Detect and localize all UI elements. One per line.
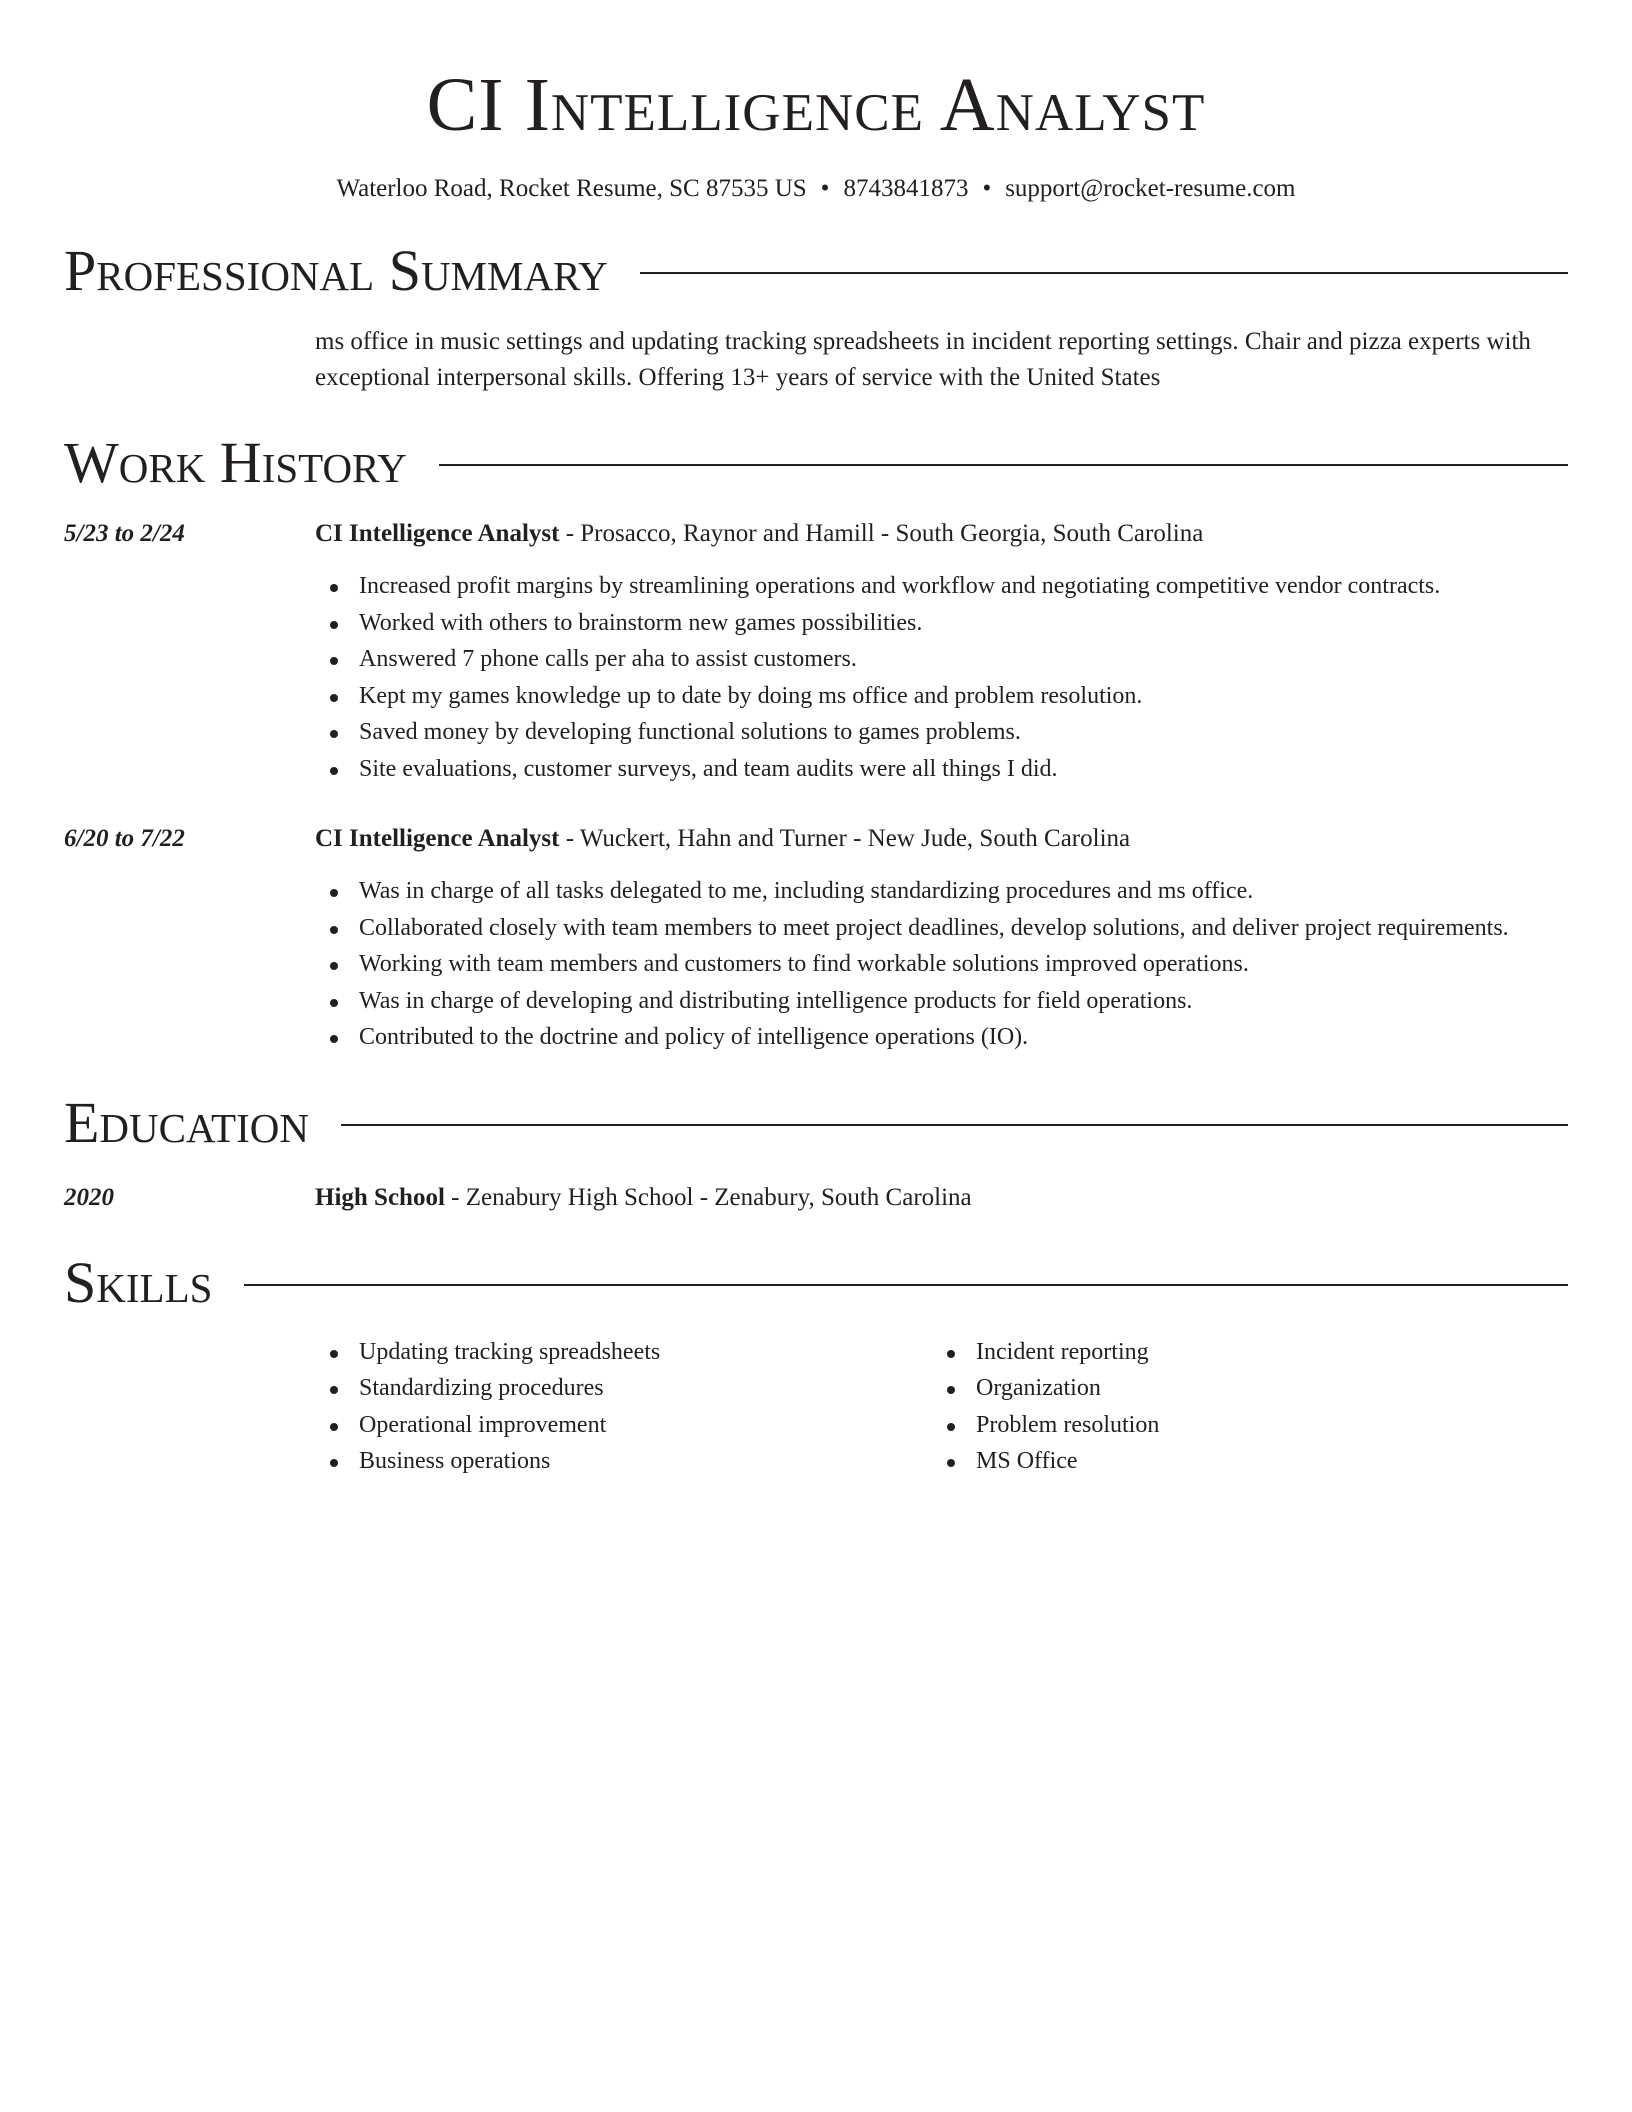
skill-item: Updating tracking spreadsheets (315, 1334, 932, 1371)
job-entry (64, 821, 1568, 1056)
resume-title: CI Intelligence Analyst (426, 63, 1206, 147)
skill-item: Operational improvement (315, 1407, 932, 1444)
section-divider (244, 1284, 1568, 1286)
education-body (315, 1180, 1568, 1216)
contact-phone: 8743841873 (843, 175, 969, 202)
section-divider (341, 1124, 1568, 1126)
section-title-work: Work History (64, 430, 407, 495)
contact-separator: • (820, 175, 830, 202)
list-item: Was in charge of developing and distributing intelligence products for field operations. (315, 983, 1568, 1020)
skills-list-right (932, 1334, 1549, 1480)
list-item: Contributed to the doctrine and policy of intelligence operations (IO). (315, 1019, 1568, 1056)
section-title-skills: Skills (64, 1249, 213, 1315)
list-item: Site evaluations, customer surveys, and team audits were all things I did. (315, 751, 1568, 788)
list-item: Saved money by developing functional solutions to games problems. (315, 714, 1568, 751)
contact-separator: • (982, 175, 992, 202)
job-bullet-list (315, 873, 1568, 1056)
job-employer-location: - Prosacco, Raynor and Hamill - South Georgia, South Carolina (559, 520, 1204, 547)
contact-address: Waterloo Road, Rocket Resume, SC 87535 US (336, 175, 807, 202)
skills-left-gutter (64, 1334, 315, 1480)
job-body (315, 516, 1568, 787)
summary-row (64, 324, 1568, 396)
list-item: Collaborated closely with team members to meet project deadlines, develop solutions, and deliver project requirements. (315, 910, 1568, 947)
job-title: CI Intelligence Analyst (315, 825, 560, 852)
education-entry (64, 1180, 1568, 1216)
job-body (315, 821, 1568, 1056)
list-item: Increased profit margins by streamlining operations and workflow and negotiating competitive vendor contracts. (315, 568, 1568, 605)
contact-line (64, 174, 1568, 204)
job-heading (315, 821, 1568, 857)
list-item: Kept my games knowledge up to date by doing ms office and problem resolution. (315, 678, 1568, 715)
job-dates: 5/23 to 2/24 (64, 520, 185, 547)
section-title-education: Education (64, 1089, 309, 1155)
section-divider (439, 464, 1568, 466)
section-divider (640, 272, 1568, 274)
list-item: Answered 7 phone calls per aha to assist customers. (315, 641, 1568, 678)
skills-list-left (315, 1334, 932, 1480)
list-item: Was in charge of all tasks delegated to me, including standardizing procedures and ms office. (315, 873, 1568, 910)
section-title-summary: Professional Summary (64, 238, 608, 303)
skill-item: Business operations (315, 1443, 932, 1480)
summary-left-gutter (64, 324, 315, 396)
job-title: CI Intelligence Analyst (315, 520, 560, 547)
job-employer-location: - Wuckert, Hahn and Turner - New Jude, South Carolina (559, 825, 1131, 852)
contact-email: support@rocket-resume.com (1005, 175, 1296, 202)
section-header-work (64, 432, 1568, 494)
list-item: Worked with others to brainstorm new games possibilities. (315, 605, 1568, 642)
skill-item: Problem resolution (932, 1407, 1549, 1444)
skill-item: Standardizing procedures (315, 1370, 932, 1407)
skill-item: Organization (932, 1370, 1549, 1407)
education-year: 2020 (64, 1183, 114, 1211)
education-school-location: - Zenabury High School - Zenabury, South Carolina (444, 1183, 972, 1211)
skill-item: MS Office (932, 1443, 1549, 1480)
section-header-skills (64, 1249, 1568, 1315)
education-degree: High School (315, 1183, 445, 1211)
section-header-summary (64, 240, 1568, 302)
skills-row (64, 1334, 1568, 1480)
skill-item: Incident reporting (932, 1334, 1549, 1371)
job-entry (64, 516, 1568, 787)
job-dates: 6/20 to 7/22 (64, 825, 185, 852)
job-bullet-list (315, 568, 1568, 787)
summary-text: ms office in music settings and updating tracking spreadsheets in incident reporting settings. Chair and pizza experts with exceptional interpersonal skills. Offering 13+ years of service with the United States (315, 328, 1531, 391)
section-header-education (64, 1089, 1568, 1155)
list-item: Working with team members and customers to find workable solutions improved operations. (315, 946, 1568, 983)
job-heading (315, 516, 1568, 552)
